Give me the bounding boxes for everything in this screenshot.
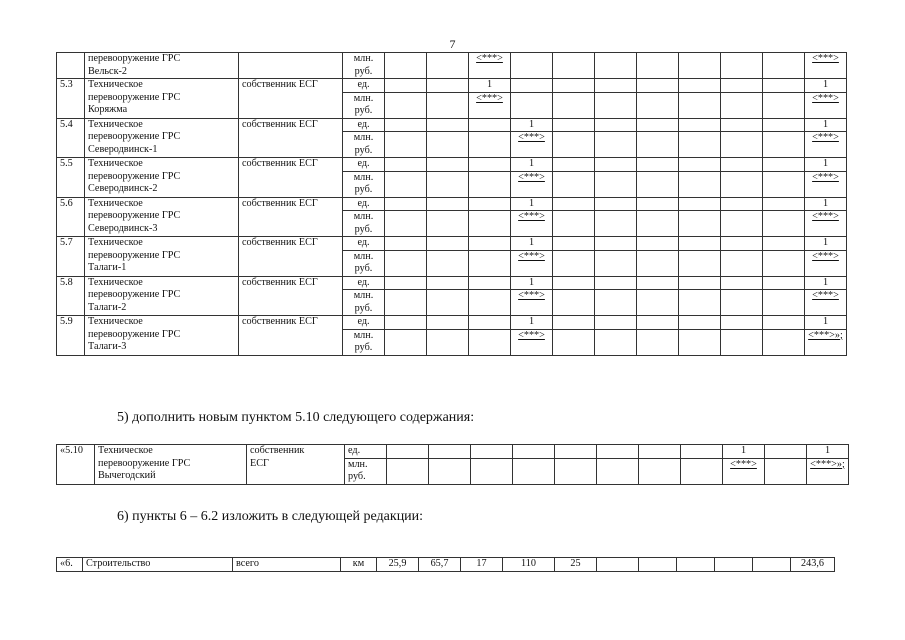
total-cell: 1 [805,316,847,330]
owner-cell: собственник ЕСГ [239,118,343,158]
unit-cell: ед. [343,316,385,330]
row-number: 5.4 [57,118,85,158]
row-number: 5.8 [57,276,85,316]
value-cell: <***> [511,250,553,276]
value-cell: 17 [461,558,503,572]
row-name-cell: перевооружение ГРС Вельск-2 [85,53,239,79]
unit-cell: млн. руб. [343,171,385,197]
owner-cell: собственник ЕСГ [239,276,343,316]
total-cell: <***> [805,290,847,316]
table-row [57,237,847,251]
unit-cell: млн. руб. [343,132,385,158]
value-cell [715,558,753,572]
unit-cell: ед. [345,445,387,459]
total-cell: <***>»; [805,329,847,355]
value-cell: <***> [511,290,553,316]
table-row [57,79,847,93]
value-cell: <***> [511,329,553,355]
row-name-cell: Строительство [83,558,233,572]
table-row [57,316,847,330]
value-cell: 25 [555,558,597,572]
owner-cell: собственник ЕСГ [239,316,343,356]
row-number: «5.10 [57,445,95,485]
value-cell: 1 [511,316,553,330]
table-row-header-continuation [57,53,847,79]
unit-cell: млн. руб. [345,458,387,484]
table-row [57,558,835,572]
value-cell: <***> [469,53,511,79]
value-cell: <***> [723,458,765,484]
value-cell: 1 [469,79,511,93]
owner-cell: собственник ЕСГ [239,158,343,198]
value-cell: 1 [511,118,553,132]
table-row [57,197,847,211]
value-cell [639,558,677,572]
total-cell: 1 [805,197,847,211]
table-row [57,118,847,132]
unit-cell: ед. [343,158,385,172]
value-cell: 1 [723,445,765,459]
unit-cell: ед. [343,197,385,211]
value-cell: <***> [469,92,511,118]
row-name-cell: Техническое перевооружение ГРС Северодвинск-1 [85,118,239,158]
value-cell [753,558,791,572]
unit-cell: млн. руб. [343,53,385,79]
table-row [57,276,847,290]
total-cell: 1 [805,276,847,290]
investment-table-part2 [56,444,849,485]
unit-cell: ед. [343,237,385,251]
value-cell: 1 [511,197,553,211]
investment-table-part1 [56,52,847,356]
row-name-cell: Техническое перевооружение ГРС Северодвинск-3 [85,197,239,237]
unit-cell: млн. руб. [343,92,385,118]
value-cell [677,558,715,572]
value-cell: 1 [511,158,553,172]
total-cell: <***> [805,171,847,197]
unit-cell: млн. руб. [343,250,385,276]
total-cell: <***> [805,250,847,276]
total-cell: <***> [805,132,847,158]
row-number: «6. [57,558,83,572]
total-cell: <***> [805,211,847,237]
owner-cell: собственник ЕСГ [239,197,343,237]
value-cell: 1 [511,276,553,290]
row-number: 5.5 [57,158,85,198]
owner-cell: собственник ЕСГ [239,79,343,119]
page-number: 7 [449,37,456,51]
unit-cell: млн. руб. [343,290,385,316]
total-cell: 1 [805,118,847,132]
row-name-cell: Техническое перевооружение ГРС Талаги-2 [85,276,239,316]
row-name-cell: Техническое перевооружение ГРС Талаги-3 [85,316,239,356]
owner-cell: всего [233,558,341,572]
paragraph-6: 6) пункты 6 – 6.2 изложить в следующей редакции: [117,509,424,524]
unit-cell: млн. руб. [343,211,385,237]
value-cell [597,558,639,572]
unit-cell: ед. [343,79,385,93]
total-cell: 1 [805,79,847,93]
owner-cell: собственник ЕСГ [239,237,343,277]
value-cell: <***> [511,171,553,197]
total-cell: <***> [805,53,847,79]
row-name-cell: Техническое перевооружение ГРС Северодвинск-2 [85,158,239,198]
unit-cell: ед. [343,276,385,290]
row-number: 5.7 [57,237,85,277]
table-row [57,445,849,459]
unit-cell: км [341,558,377,572]
unit-cell: ед. [343,118,385,132]
value-cell: <***> [511,132,553,158]
total-cell: 1 [805,237,847,251]
unit-cell: млн. руб. [343,329,385,355]
row-number: 5.6 [57,197,85,237]
investment-table-part3 [56,557,835,572]
value-cell: 1 [511,237,553,251]
total-cell: 1 [807,445,849,459]
table-row [57,158,847,172]
row-name-cell: Техническое перевооружение ГРС Вычегодский [95,445,247,485]
paragraph-5: 5) дополнить новым пунктом 5.10 следующего содержания: [117,410,475,425]
row-name-cell: Техническое перевооружение ГРС Коряжма [85,79,239,119]
total-cell: <***>»; [807,458,849,484]
row-number: 5.9 [57,316,85,356]
total-cell: <***> [805,92,847,118]
row-number: 5.3 [57,79,85,119]
row-name-cell: Техническое перевооружение ГРС Талаги-1 [85,237,239,277]
total-cell: 243,6 [791,558,835,572]
value-cell: <***> [511,211,553,237]
value-cell: 110 [503,558,555,572]
value-cell: 65,7 [419,558,461,572]
total-cell: 1 [805,158,847,172]
value-cell: 25,9 [377,558,419,572]
owner-cell: собственник ЕСГ [247,445,345,485]
